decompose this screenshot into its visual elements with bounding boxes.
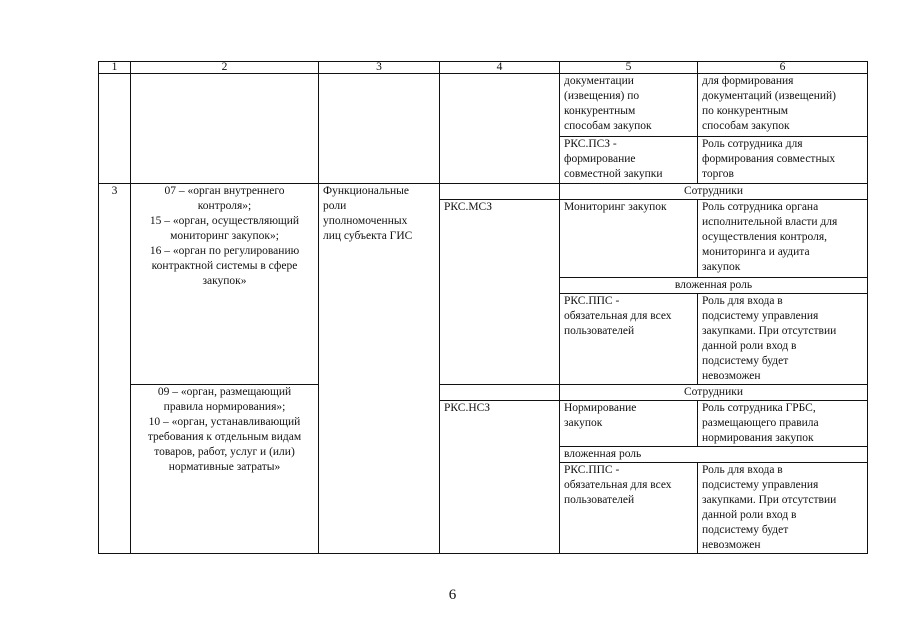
header-cell: 5 (560, 62, 698, 74)
section-header-cell: Сотрудники (560, 385, 868, 401)
nested-role-header-cell: вложенная роль (560, 447, 868, 463)
header-cell: 6 (698, 62, 868, 74)
role-code-cell: РКС.МСЗ (440, 200, 560, 385)
header-cell: 1 (99, 62, 131, 74)
table-cell (99, 74, 131, 184)
role-code-cell: РКС.НСЗ (440, 401, 560, 554)
table-row (99, 74, 868, 137)
nested-role-header-cell: вложенная роль (560, 278, 868, 294)
table-cell (131, 74, 319, 184)
table-cell: для формирования документаций (извещений) по конкурентным способам закупок (698, 74, 868, 137)
role-name-cell: Мониторинг закупок (560, 200, 698, 278)
role-description-cell: Роль для входа в подсистему управления закупками. При отсутствии данной роли вход в подсистему будет невозможен (698, 294, 868, 385)
table-cell (440, 184, 560, 200)
functional-roles-cell: Функциональные роли уполномоченных лиц субъекта ГИС (319, 184, 440, 554)
role-name-cell: РКС.ППС - обязательная для всех пользователей (560, 294, 698, 385)
role-description-cell: Роль сотрудника органа исполнительной власти для осуществления контроля, мониторинга и аудита закупок (698, 200, 868, 278)
table-row (99, 385, 868, 401)
org-types-cell: 09 – «орган, размещающий правила нормирования»; 10 – «орган, устанавливающий требования к отдельным видам товаров, работ, услуг и (или) нормативные затраты» (131, 385, 319, 554)
header-cell: 3 (319, 62, 440, 74)
role-description-cell: Роль для входа в подсистему управления закупками. При отсутствии данной роли вход в подсистему будет невозможен (698, 463, 868, 554)
table-cell (319, 74, 440, 184)
row-number-cell: 3 (99, 184, 131, 554)
roles-table (98, 61, 868, 554)
table-cell: Роль сотрудника для формирования совместных торгов (698, 137, 868, 184)
role-name-cell: РКС.ППС - обязательная для всех пользователей (560, 463, 698, 554)
header-cell: 2 (131, 62, 319, 74)
table-cell: документации (извещения) по конкурентным способам закупок (560, 74, 698, 137)
table-cell (440, 74, 560, 184)
role-name-cell: Нормирование закупок (560, 401, 698, 447)
org-types-cell: 07 – «орган внутреннего контроля»; 15 – «орган, осуществляющий мониторинг закупок»; 16 – «орган по регулированию контрактной системы в сфере закупок» (131, 184, 319, 385)
page-number: 6 (448, 587, 457, 603)
role-description-cell: Роль сотрудника ГРБС, размещающего правила нормирования закупок (698, 401, 868, 447)
table-cell: РКС.ПСЗ - формирование совместной закупки (560, 137, 698, 184)
table-cell (440, 385, 560, 401)
table-row (99, 184, 868, 200)
table-header-row (99, 62, 868, 74)
header-cell: 4 (440, 62, 560, 74)
section-header-cell: Сотрудники (560, 184, 868, 200)
